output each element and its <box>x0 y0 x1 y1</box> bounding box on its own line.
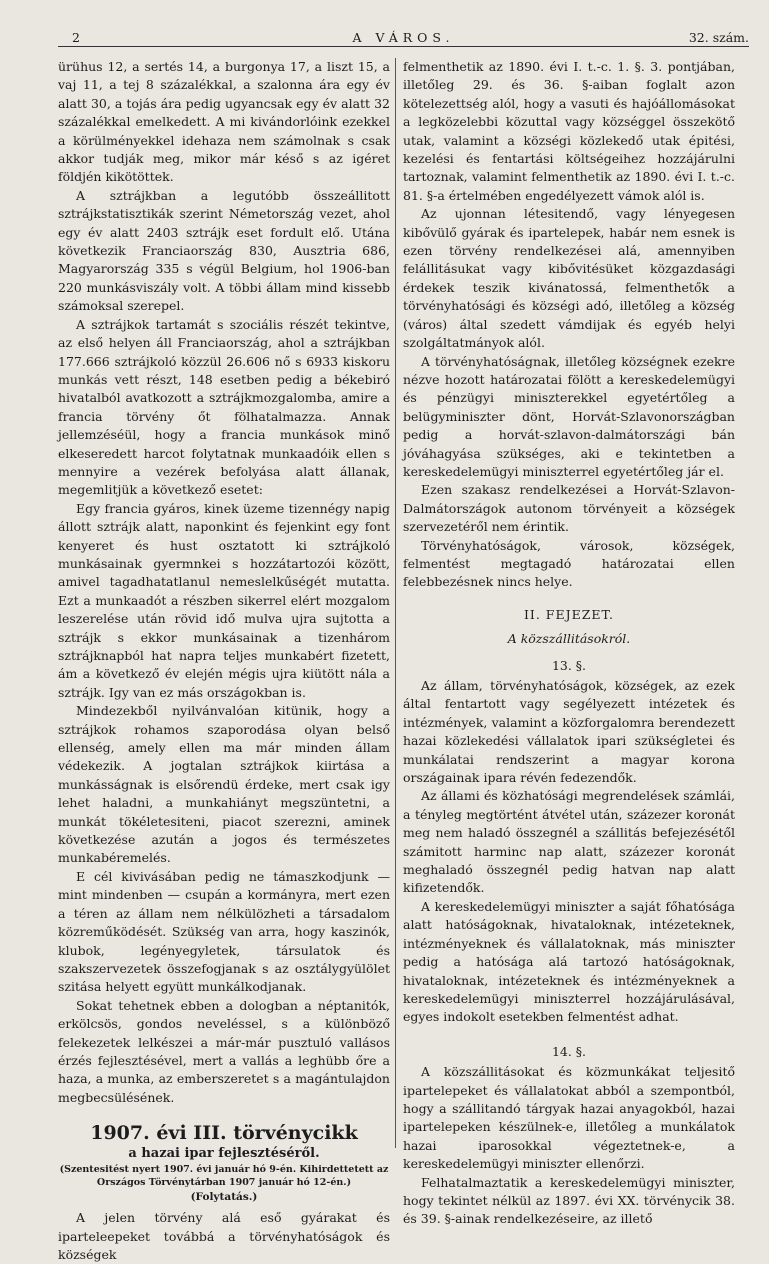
paragraph: Sokat tehetnek ebben a dologban a néptanitók, erkölcsös, gondos neveléssel, s a különböző felekezetek lelkészei a már-már pusztuló vallásos érzés fejlesztésével, mert a vallás a leghübb őre a haza, a munka, az emberszeretet s a magántulajdon megbecsülésének. <box>58 997 390 1105</box>
paragraph: Mindezekből nyilvánvalóan kitünik, hogy a sztrájkok rohamos szaporodása olyan belső ellenség, amely ellen ma már minden állam védekezik. A jogtalan sztrájkok kiirtása a munkásságnak is elsőrendü érdeke, mert csak igy lehet haladni, a munkahiányt megszüntetni, a munkát tökéletesiteni, piacot szerezni, aminek következése azután a jogos és természetes munkabéremelés. <box>58 703 390 866</box>
paragraph: Ezen szakasz rendelkezései a Horvát-Szlavon-Dalmátországok autonom törvényeit a községek szervezetéről nem érintik. <box>403 482 735 535</box>
newspaper-title: A VÁROS. <box>352 30 455 45</box>
chapter-heading: II. FEJEZET. <box>523 606 615 622</box>
paragraph: Az állami és közhatósági megrendelések számlái, a tényleg megtörtént átvétel után, százezer koronát meg nem haladó összegnél a szállitás befejezésétől számitott harminc nap alatt, százezer koronát meghaladó összegnél pedig hatvan nap alatt kifizetendők. <box>403 788 735 896</box>
law-subtitle: a hazai ipar fejlesztéséről. <box>128 1146 320 1162</box>
right-column <box>403 58 735 1229</box>
left-column <box>58 58 390 1264</box>
paragraph: A sztrájkban a legutóbb összeállitott sztrájkstatisztikák szerint Németország vezet, ahol egy év alatt 2403 sztrájk eset fordult elő. Utána következik Franciaország 830, Ausztria 686, Magyarország 335 s végül Belgium, hol 1906-ban 220 munkásviszály volt. A többi állam mind kissebb számoksal szerepel. <box>58 187 390 314</box>
paragraph: ürühus 12, a sertés 14, a burgonya 17, a liszt 15, a vaj 11, a tej 8 százalékkal, a szalonna ára egy év alatt 30, a tojás ára pedig ugyancsak egy év alatt 32 százalékkal emelkedett. A mi kivándorlóink ezekkel a körülményekkel idehaza nem számolnak s csak akkor tudják meg, mikor már késő s az igéret földjén kikötöttek. <box>58 59 390 185</box>
paragraph: Az állam, törvényhatóságok, községek, az ezek által fentartott vagy segélyezett intézetek és intézmények, valamint a közforgalomra berendezett hazai közlekedési vállalatok ipari szükségletei és munkálatai rendszerint a magyar korona országainak ipara révén fedezendők. <box>403 678 735 786</box>
paragraph: Törvényhatóságok, városok, községek, felmentést megtagadó határozatai ellen felebbezésnek nincs helye. <box>403 537 735 590</box>
chapter-subtitle: A közszállitásokról. <box>507 631 631 647</box>
paragraph: felmenthetik az 1890. évi I. t.-c. 1. §. 3. pontjában, illetőleg 29. és 36. §-aiban foglalt azon kötelezettség alól, hogy a vasuti és hajóállomásokat a legközelebbi közuttal vagy községgel összekötő utak, valamint a községi közlekedő utak épitési, kezelési és fentartási költségeihez hozzájárulni tartoznak, valamint felmenthetik az 1890. évi I. t.-c. 81. §-a értelmében engedélyezett vámok alól is. <box>403 59 735 203</box>
paragraph: A törvényhatóságnak, illetőleg községnek ezekre nézve hozott határozatai fölött a kereskedelemügyi és pénzügyi miniszterekkel egyetértőleg a belügyminiszter dönt, Horvát-Szlavonországban pedig a horvát-szlavon-dalmátországi bán jóváhagyása szükséges, aki e tekintetben a kereskedelemügyi miniszterrel egyetértőleg jár el. <box>403 353 735 479</box>
column-divider <box>395 58 396 1148</box>
header-rule <box>58 46 749 47</box>
page-number: 2 <box>72 30 80 45</box>
paragraph: E cél kivivásában pedig ne támaszkodjunk — mint mindenben — csupán a kormányra, mert ezen a téren az állam nem nélkülözheti a társadalom közreműködését. Szükség van arra, hogy kaszinók, klubok, legényegyletek, társulatok és szakszervezetek összefogjanak s az osztálygyülölet szitása helyett együtt munkálkodjanak. <box>58 868 390 995</box>
paragraph: Felhatalmaztatik a kereskedelemügyi miniszter, hogy tekintet nélkül az 1897. évi XX. törvénycik 38. és 39. §-ainak rendelkezéseire, az illető <box>403 1174 735 1227</box>
paragraph: A kereskedelemügyi miniszter a saját főhatósága alatt hatóságoknak, hivataloknak, intézeteknek, intézményeknek és vállalatoknak, más miniszter pedig a hatósága alá tartozó hatóságoknak, hivataloknak, intézeteknek és intézményeknek a kereskedelemügyi miniszterrel hozzájárulásával, egyes indokolt esetekben felmentést adhat. <box>403 898 735 1025</box>
paragraph: Egy francia gyáros, kinek üzeme tizennégy napig állott sztrájk alatt, naponkint és fejenkint egy font kenyeret és hust osztatott ki sztrájkoló munkásainak gyermnkei s hozzátartozói között, amivel tagadhatatlanul nemeslelkűségét mutatta. Ezt a munkaadót a részben sikerrel elért mozgalom leszerelése után rövid idő mulva ujra sujtotta a sztrájk s ekkor munkásainak a tizenhárom sztrájknapból hat napra teljes munkabért fizetett, ám a következő év elején mégis ujra kiütött nála a sztrájk. Igy van ez más országokban is. <box>58 500 390 700</box>
paragraph: Az ujonnan létesitendő, vagy lényegesen kibővülő gyárak és ipartelepek, habár nem esnek is ezen törvény rendelkezései alá, amennyiben felállitásukat vagy kibővitésüket közgazdasági érdekek teszik kivánatossá, felmenthetők a törvényhatósági és községi adó, illetőleg a község (város) által szedett vámdijak és egyéb helyi szolgáltatmányok alól. <box>403 206 735 351</box>
law-title: 1907. évi III. törvénycikk <box>90 1122 358 1145</box>
section-heading-14: 14. §. <box>551 1043 587 1059</box>
page-header <box>58 30 749 50</box>
issue-number: 32. szám. <box>688 30 749 45</box>
section-heading-13: 13. §. <box>551 657 587 673</box>
paragraph: A közszállitásokat és közmunkákat teljesitő ipartelepeket és vállalatokat abból a szempontból, hogy a szállitandó tárgyak hazai anyagokból, hazai ipartelepeken készülnek-e, illetőleg a munkálatok hazai iparosokkal végeztetnek-e, a kereskedelemügyi miniszter ellenőrzi. <box>403 1064 735 1172</box>
law-note: (Szentesitést nyert 1907. évi január hó 9-én. Kihirdettetett az Országos Törvénytárban 1907 január hó 12-én.) <box>59 1164 389 1189</box>
paragraph: A jelen törvény alá eső gyárakat és iparteleepeket továbbá a törvényhatóságok és községek <box>58 1210 390 1262</box>
continuation-note: (Folytatás.) <box>190 1191 258 1204</box>
paragraph: A sztrájkok tartamát s szociális részét tekintve, az első helyen áll Franciaország, ahol a sztrájkban 177.666 sztrájkoló közzül 26.606 nő s 6933 kiskoru munkás vett részt, 148 esetben pedig a békebiró hivatalból avatkozott a sztrájkmozgalomba, amire a francia törvény őt fölhatalmazza. Annak jellemzéséül, hogy a francia munkások minő elkeseredett harcot folytatnak munkaadóik ellen s mennyire a vezérek befolyása alatt állanak, megemlitjük a következő esetet: <box>58 316 390 498</box>
